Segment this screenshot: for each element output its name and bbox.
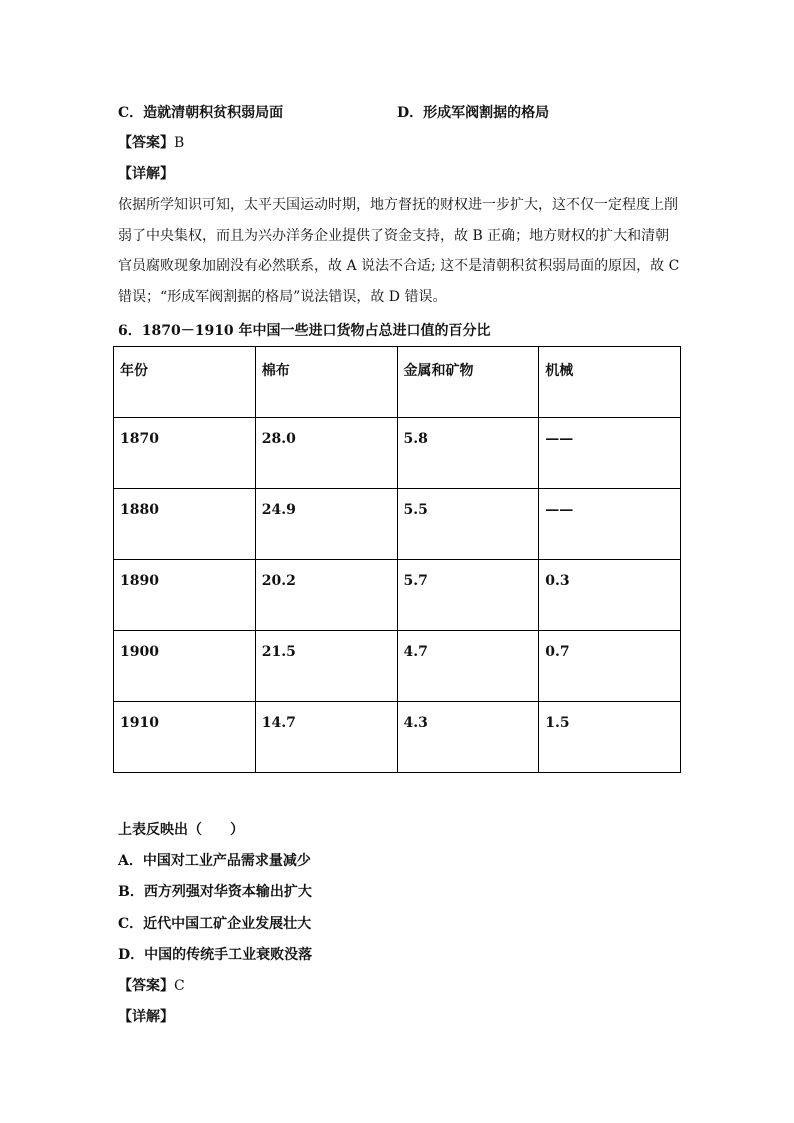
q6-option-d: D．中国的传统手工业衰败没落 <box>118 947 313 963</box>
table-cell: 5.5 <box>397 489 539 560</box>
table-cell: 21.5 <box>255 631 397 702</box>
q6-option-a: A．中国对工业产品需求量减少 <box>118 853 311 869</box>
answer-label: 【答案】 <box>118 135 174 151</box>
table-cell: —— <box>539 489 681 560</box>
table-cell: 1910 <box>114 702 256 773</box>
explanation-line: 弱了中央集权，而且为兴办洋务企业提供了资金支持，故 B 正确；地方财权的扩大和清朝 <box>118 227 670 244</box>
answer-value: B <box>174 135 185 151</box>
table-cell: 0.7 <box>539 631 681 702</box>
option-d: D．形成军阀割据的格局 <box>397 105 550 121</box>
explanation-line: 依据所学知识可知，太平天国运动时期，地方督抚的财权进一步扩大，这不仅一定程度上削 <box>118 197 678 213</box>
table-row <box>114 702 681 773</box>
q5-answer <box>118 134 184 152</box>
table-cell: —— <box>539 418 681 489</box>
table-header-row <box>114 347 681 418</box>
table-cell: 1.5 <box>539 702 681 773</box>
table-row <box>114 489 681 560</box>
import-table <box>113 346 681 773</box>
table-cell: 5.7 <box>397 560 539 631</box>
q6-option-b: B．西方列强对华资本输出扩大 <box>118 884 312 900</box>
table-header-cell: 金属和矿物 <box>397 347 539 418</box>
table-cell: 1880 <box>114 489 256 560</box>
q6-detail-label: 【详解】 <box>118 1009 174 1025</box>
q6-option-c: C．近代中国工矿企业发展壮大 <box>118 916 312 932</box>
table-cell: 1900 <box>114 631 256 702</box>
table-cell: 5.8 <box>397 418 539 489</box>
table-cell: 4.7 <box>397 631 539 702</box>
table-cell: 1890 <box>114 560 256 631</box>
option-c: C．造就清朝积贫积弱局面 <box>118 105 284 121</box>
q6-title: 6．1870－1910 年中国一些进口货物占总进口值的百分比 <box>118 323 491 339</box>
table-cell: 24.9 <box>255 489 397 560</box>
table-header-cell: 机械 <box>539 347 681 418</box>
table-cell: 1870 <box>114 418 256 489</box>
table-cell: 28.0 <box>255 418 397 489</box>
table-row <box>114 560 681 631</box>
table-cell: 4.3 <box>397 702 539 773</box>
q5-explanation <box>118 190 684 312</box>
q6-stem: 上表反映出（ ） <box>118 822 244 838</box>
answer-value: C <box>174 978 185 994</box>
explanation-line: 官员腐败现象加剧没有必然联系，故 A 说法不合适; 这不是清朝积贫积弱局面的原因，故 C <box>118 258 680 274</box>
table-cell: 14.7 <box>255 702 397 773</box>
table-row <box>114 418 681 489</box>
q5-detail-label: 【详解】 <box>118 166 174 182</box>
answer-label: 【答案】 <box>118 978 174 994</box>
table-row <box>114 631 681 702</box>
table-cell: 0.3 <box>539 560 681 631</box>
q6-answer <box>118 977 185 995</box>
table-cell: 20.2 <box>255 560 397 631</box>
table-header-cell: 棉布 <box>255 347 397 418</box>
table-header-cell: 年份 <box>114 347 256 418</box>
explanation-line: 错误；“形成军阀割据的格局”说法错误，故 D 错误。 <box>118 288 447 305</box>
